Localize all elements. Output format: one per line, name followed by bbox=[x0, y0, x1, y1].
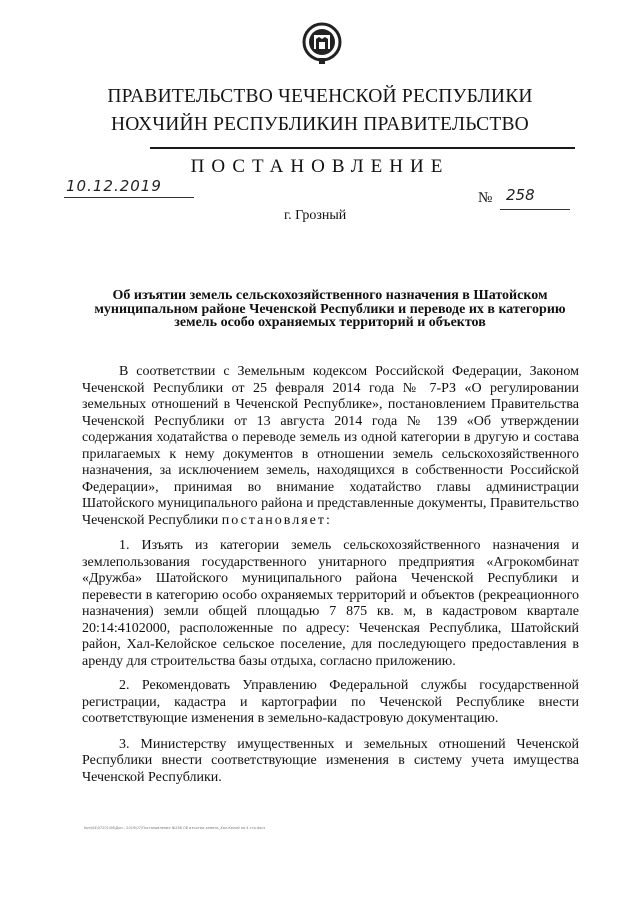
date-underline bbox=[64, 197, 194, 198]
item-2: 2. Рекомендовать Управлению Федеральной службы государственной регистрации, кадастра и картографии по Чеченской Республике внести соответствующие изменения в земельно-кадастровую документацию. bbox=[82, 678, 579, 726]
document-type: ПОСТАНОВЛЕНИЕ bbox=[190, 156, 450, 177]
city-name: г. Грозный bbox=[284, 208, 347, 223]
number-label: № bbox=[478, 190, 493, 206]
item-1: 1. Изъять из категории земель сельскохозяйственного назначения и землепользования государственного унитарного предприятия «Агрокомбинат «Дружба» Шатойского муниципального района Чеченской Республики и перевести в категорию особо охраняемых территорий и объектов (рекреационного назначения) земли общей площадью 7 875 кв. м, в кадастровом квартале 20:14:4102000, расположенные по адресу: Чеченская Республика, Шатойский район, Хал-Келойское сельское поселение, для последующего предоставления в аренду для строительства базы отдыха, согласно приложению. bbox=[82, 538, 579, 669]
government-title-russian: ПРАВИТЕЛЬСТВО ЧЕЧЕНСКОЙ РЕСПУБЛИКИ bbox=[107, 86, 533, 107]
document-number: 258 bbox=[506, 186, 535, 204]
document-title: Об изъятии земель сельскохозяйственного назначения в Шатойском муниципальном районе Чеченской Республики и переводе их в категорию земель особо охраняемых территорий и объектов bbox=[94, 288, 566, 330]
chechen-republic-coat-of-arms-icon bbox=[302, 22, 342, 66]
header-divider bbox=[150, 147, 575, 149]
resolves-word: постановляет: bbox=[221, 512, 332, 528]
preamble-text: В соответствии с Земельным кодексом Российской Федерации, Законом Чеченской Республики от 25 февраля 2014 года № 7-РЗ «О регулировании земельных отношений в Чеченской Республике», постановлением Правительства Чеченской Республики от 13 августа 2014 года № 139 «Об утверждении содержания ходатайства о переводе земель из одной категории в другую и состава прилагаемых к нему документов в отношении земель сельскохозяйственного назначения, за исключением земель, находящихся в собственности Российской Федерации», принимая во внимание ходатайство главы администрации Шатойского муниципального района и представленные документы, Правительство Чеченской Республики bbox=[82, 364, 579, 528]
number-underline bbox=[500, 209, 570, 210]
document-body bbox=[82, 364, 579, 786]
document-date: 10.12.2019 bbox=[66, 177, 162, 195]
preamble-paragraph bbox=[82, 364, 579, 529]
item-3: 3. Министерству имущественных и земельных отношений Чеченской Республики внести соответствующие изменения в систему учета имущества Чеченской Республики. bbox=[82, 736, 579, 785]
government-title-chechen: НОХЧИЙН РЕСПУБЛИКИН ПРАВИТЕЛЬСТВО bbox=[111, 114, 529, 135]
file-reference: fqm\04\07201\06\Дон - 2019\07\Постановление №258 Об изъятии земель_Хал-Келой на 4 стр.docx bbox=[84, 826, 266, 830]
